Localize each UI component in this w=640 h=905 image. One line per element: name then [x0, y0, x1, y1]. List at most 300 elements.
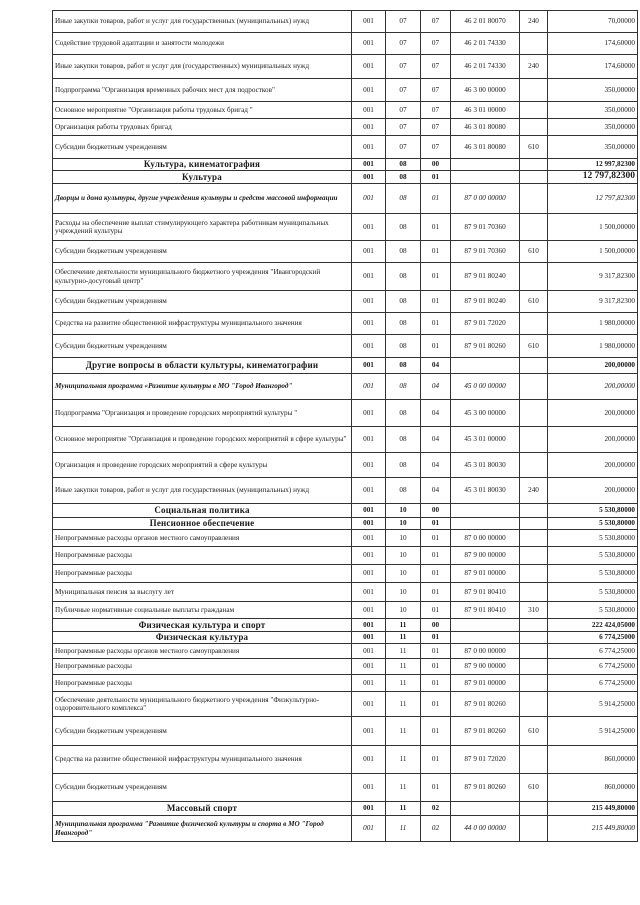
row-target-article-cell: 87 9 01 80410: [451, 602, 520, 619]
table-row: [53, 583, 638, 602]
row-expense-type-cell: [520, 79, 548, 102]
row-target-article-cell: [451, 358, 520, 374]
row-expense-type-cell: [520, 692, 548, 717]
row-target-article-cell: 46 3 01 00000: [451, 102, 520, 119]
table-row: [53, 547, 638, 565]
table-row: [53, 159, 638, 171]
row-amount-cell: 222 424,05000: [548, 619, 638, 632]
row-ved-cell: 001: [352, 774, 386, 802]
row-target-article-cell: 87 0 00 00000: [451, 644, 520, 659]
row-section-cell: 11: [386, 816, 421, 842]
row-ved-cell: 001: [352, 565, 386, 583]
table-row: [53, 518, 638, 530]
row-target-article-cell: 87 9 01 80240: [451, 263, 520, 291]
row-name-cell: Социальная политика: [53, 504, 352, 518]
row-ved-cell: 001: [352, 33, 386, 55]
row-ved-cell: 001: [352, 802, 386, 816]
row-subsection-cell: 01: [421, 644, 451, 659]
table-row: [53, 11, 638, 33]
row-section-cell: 10: [386, 602, 421, 619]
row-target-article-cell: [451, 159, 520, 171]
row-amount-cell: 1 980,00000: [548, 313, 638, 335]
row-amount-cell: 9 317,82300: [548, 263, 638, 291]
row-expense-type-cell: 240: [520, 11, 548, 33]
row-section-cell: 08: [386, 159, 421, 171]
table-body: [53, 11, 638, 842]
row-target-article-cell: 87 9 01 00000: [451, 565, 520, 583]
row-subsection-cell: 01: [421, 717, 451, 746]
row-amount-cell: 200,00000: [548, 427, 638, 453]
row-subsection-cell: 01: [421, 184, 451, 214]
row-target-article-cell: 87 9 00 00000: [451, 547, 520, 565]
row-target-article-cell: 87 9 01 80260: [451, 774, 520, 802]
row-subsection-cell: 07: [421, 119, 451, 136]
row-expense-type-cell: [520, 659, 548, 675]
row-amount-cell: 200,00000: [548, 374, 638, 400]
row-ved-cell: 001: [352, 746, 386, 774]
row-section-cell: 11: [386, 692, 421, 717]
row-target-article-cell: 45 3 01 00000: [451, 427, 520, 453]
row-section-cell: 07: [386, 11, 421, 33]
row-amount-cell: 5 914,25000: [548, 692, 638, 717]
row-ved-cell: 001: [352, 602, 386, 619]
row-expense-type-cell: 240: [520, 55, 548, 79]
row-ved-cell: 001: [352, 504, 386, 518]
row-expense-type-cell: [520, 453, 548, 478]
row-ved-cell: 001: [352, 171, 386, 184]
row-ved-cell: 001: [352, 102, 386, 119]
row-section-cell: 08: [386, 263, 421, 291]
row-subsection-cell: 00: [421, 504, 451, 518]
row-target-article-cell: [451, 619, 520, 632]
row-section-cell: 11: [386, 632, 421, 644]
row-amount-cell: 5 530,80000: [548, 602, 638, 619]
row-ved-cell: 001: [352, 632, 386, 644]
table-row: [53, 335, 638, 358]
row-subsection-cell: 01: [421, 171, 451, 184]
table-row: [53, 530, 638, 547]
row-ved-cell: 001: [352, 335, 386, 358]
row-section-cell: 11: [386, 659, 421, 675]
row-expense-type-cell: 240: [520, 478, 548, 504]
table-row: [53, 102, 638, 119]
row-ved-cell: 001: [352, 453, 386, 478]
row-expense-type-cell: [520, 530, 548, 547]
row-amount-cell: 6 774,25000: [548, 632, 638, 644]
row-section-cell: 10: [386, 518, 421, 530]
row-target-article-cell: 87 9 01 80410: [451, 583, 520, 602]
row-name-cell: Муниципальная программа "Развитие физической культуры и спорта в МО "Город Ивангород": [53, 816, 352, 842]
row-target-article-cell: [451, 632, 520, 644]
row-subsection-cell: 01: [421, 263, 451, 291]
row-subsection-cell: 04: [421, 453, 451, 478]
row-expense-type-cell: [520, 33, 548, 55]
row-ved-cell: 001: [352, 427, 386, 453]
row-target-article-cell: 87 9 01 72020: [451, 313, 520, 335]
row-expense-type-cell: [520, 632, 548, 644]
row-expense-type-cell: [520, 816, 548, 842]
row-section-cell: 11: [386, 717, 421, 746]
table-row: [53, 400, 638, 427]
row-ved-cell: 001: [352, 400, 386, 427]
row-expense-type-cell: [520, 565, 548, 583]
row-expense-type-cell: 610: [520, 717, 548, 746]
row-target-article-cell: 87 9 01 70360: [451, 241, 520, 263]
row-ved-cell: 001: [352, 478, 386, 504]
row-subsection-cell: 04: [421, 400, 451, 427]
row-section-cell: 07: [386, 33, 421, 55]
row-amount-cell: 860,00000: [548, 746, 638, 774]
row-ved-cell: 001: [352, 214, 386, 241]
row-ved-cell: 001: [352, 313, 386, 335]
row-amount-cell: 12 797,82300: [548, 171, 638, 184]
row-ved-cell: 001: [352, 241, 386, 263]
row-name-cell: Культура: [53, 171, 352, 184]
row-expense-type-cell: [520, 102, 548, 119]
row-expense-type-cell: [520, 263, 548, 291]
row-subsection-cell: 04: [421, 374, 451, 400]
row-name-cell: Субсидии бюджетным учреждениям: [53, 241, 352, 263]
row-amount-cell: 6 774,25000: [548, 675, 638, 692]
table-row: [53, 291, 638, 313]
row-ved-cell: 001: [352, 136, 386, 159]
row-expense-type-cell: [520, 374, 548, 400]
row-section-cell: 08: [386, 171, 421, 184]
row-name-cell: Субсидии бюджетным учреждениям: [53, 717, 352, 746]
table-row: [53, 55, 638, 79]
row-subsection-cell: 01: [421, 583, 451, 602]
row-expense-type-cell: 610: [520, 241, 548, 263]
row-amount-cell: 215 449,80000: [548, 816, 638, 842]
row-amount-cell: 174,60000: [548, 33, 638, 55]
row-target-article-cell: 87 9 01 80240: [451, 291, 520, 313]
row-name-cell: Непрограммные расходы органов местного самоуправления: [53, 530, 352, 547]
row-expense-type-cell: [520, 518, 548, 530]
row-section-cell: 07: [386, 102, 421, 119]
row-expense-type-cell: [520, 214, 548, 241]
row-amount-cell: 350,00000: [548, 136, 638, 159]
table-row: [53, 644, 638, 659]
row-name-cell: Массовый спорт: [53, 802, 352, 816]
table-row: [53, 816, 638, 842]
row-amount-cell: 12 797,82300: [548, 184, 638, 214]
row-expense-type-cell: [520, 358, 548, 374]
row-ved-cell: 001: [352, 184, 386, 214]
row-section-cell: 07: [386, 136, 421, 159]
row-ved-cell: 001: [352, 675, 386, 692]
row-target-article-cell: 87 0 00 00000: [451, 184, 520, 214]
row-amount-cell: 5 530,80000: [548, 547, 638, 565]
row-section-cell: 08: [386, 241, 421, 263]
row-section-cell: 11: [386, 802, 421, 816]
row-target-article-cell: 45 0 00 00000: [451, 374, 520, 400]
row-name-cell: Непрограммные расходы: [53, 675, 352, 692]
row-subsection-cell: 01: [421, 659, 451, 675]
row-amount-cell: 70,00000: [548, 11, 638, 33]
row-subsection-cell: 01: [421, 565, 451, 583]
row-name-cell: Субсидии бюджетным учреждениям: [53, 774, 352, 802]
row-name-cell: Непрограммные расходы: [53, 547, 352, 565]
row-name-cell: Содействие трудовой адаптации и занятости молодежи: [53, 33, 352, 55]
row-section-cell: 07: [386, 79, 421, 102]
row-name-cell: Организация работы трудовых бригад: [53, 119, 352, 136]
row-ved-cell: 001: [352, 644, 386, 659]
row-amount-cell: 5 914,25000: [548, 717, 638, 746]
row-expense-type-cell: [520, 427, 548, 453]
row-expense-type-cell: [520, 159, 548, 171]
row-name-cell: Культура, кинематография: [53, 159, 352, 171]
row-subsection-cell: 00: [421, 159, 451, 171]
row-section-cell: 08: [386, 184, 421, 214]
table-row: [53, 79, 638, 102]
row-amount-cell: 5 530,80000: [548, 583, 638, 602]
row-target-article-cell: [451, 518, 520, 530]
row-ved-cell: 001: [352, 159, 386, 171]
row-section-cell: 10: [386, 565, 421, 583]
row-name-cell: Обеспечение деятельности муниципального бюджетного учреждения "Ивангородский культурно-досуговый центр": [53, 263, 352, 291]
row-amount-cell: 350,00000: [548, 102, 638, 119]
row-target-article-cell: 46 2 01 74330: [451, 55, 520, 79]
table-row: [53, 214, 638, 241]
row-section-cell: 10: [386, 583, 421, 602]
row-expense-type-cell: 610: [520, 136, 548, 159]
table-row: [53, 171, 638, 184]
row-expense-type-cell: 610: [520, 335, 548, 358]
row-ved-cell: 001: [352, 263, 386, 291]
row-name-cell: Основное мероприятие "Организация работы трудовых бригад ": [53, 102, 352, 119]
row-section-cell: 08: [386, 335, 421, 358]
row-ved-cell: 001: [352, 547, 386, 565]
row-ved-cell: 001: [352, 55, 386, 79]
row-name-cell: Непрограммные расходы органов местного самоуправления: [53, 644, 352, 659]
row-expense-type-cell: [520, 619, 548, 632]
row-expense-type-cell: [520, 583, 548, 602]
row-ved-cell: 001: [352, 374, 386, 400]
row-target-article-cell: 46 2 01 80070: [451, 11, 520, 33]
row-subsection-cell: 01: [421, 692, 451, 717]
row-subsection-cell: 01: [421, 530, 451, 547]
row-expense-type-cell: 310: [520, 602, 548, 619]
table-row: [53, 136, 638, 159]
row-amount-cell: 5 530,80000: [548, 565, 638, 583]
row-section-cell: 11: [386, 619, 421, 632]
row-expense-type-cell: [520, 802, 548, 816]
row-subsection-cell: 01: [421, 518, 451, 530]
row-subsection-cell: 04: [421, 427, 451, 453]
row-subsection-cell: 01: [421, 632, 451, 644]
row-section-cell: 08: [386, 291, 421, 313]
table-row: [53, 659, 638, 675]
row-section-cell: 08: [386, 400, 421, 427]
row-ved-cell: 001: [352, 119, 386, 136]
row-ved-cell: 001: [352, 291, 386, 313]
row-ved-cell: 001: [352, 659, 386, 675]
row-name-cell: Другие вопросы в области культуры, кинематографии: [53, 358, 352, 374]
row-subsection-cell: 01: [421, 675, 451, 692]
row-amount-cell: 6 774,25000: [548, 659, 638, 675]
row-name-cell: Муниципальная пенсия за выслугу лет: [53, 583, 352, 602]
table-row: [53, 619, 638, 632]
row-subsection-cell: 01: [421, 313, 451, 335]
row-amount-cell: 200,00000: [548, 478, 638, 504]
row-expense-type-cell: [520, 547, 548, 565]
row-ved-cell: 001: [352, 11, 386, 33]
row-ved-cell: 001: [352, 358, 386, 374]
row-name-cell: Физическая культура и спорт: [53, 619, 352, 632]
table-row: [53, 184, 638, 214]
table-row: [53, 453, 638, 478]
row-section-cell: 11: [386, 644, 421, 659]
row-amount-cell: 174,60000: [548, 55, 638, 79]
row-name-cell: Непрограммные расходы: [53, 659, 352, 675]
table-row: [53, 565, 638, 583]
row-target-article-cell: [451, 504, 520, 518]
row-target-article-cell: 87 0 00 00000: [451, 530, 520, 547]
table-row: [53, 119, 638, 136]
table-row: [53, 478, 638, 504]
row-target-article-cell: 87 9 01 80260: [451, 335, 520, 358]
row-ved-cell: 001: [352, 518, 386, 530]
row-section-cell: 07: [386, 55, 421, 79]
table-row: [53, 602, 638, 619]
row-name-cell: Организация и проведение городских мероприятий в сфере культуры: [53, 453, 352, 478]
row-ved-cell: 001: [352, 619, 386, 632]
table-row: [53, 774, 638, 802]
row-name-cell: Средства на развитие общественной инфраструктуры муниципального значения: [53, 746, 352, 774]
row-subsection-cell: 02: [421, 816, 451, 842]
row-name-cell: Пенсионное обеспечение: [53, 518, 352, 530]
row-name-cell: Иные закупки товаров, работ и услуг для (государственных) муниципальных нужд: [53, 55, 352, 79]
row-target-article-cell: 46 2 01 74330: [451, 33, 520, 55]
row-name-cell: Обеспечение деятельности муниципального бюджетного учреждения "Физкультурно-оздоровительного комплекса": [53, 692, 352, 717]
row-name-cell: Непрограммные расходы: [53, 565, 352, 583]
row-amount-cell: 6 774,25000: [548, 644, 638, 659]
row-section-cell: 10: [386, 547, 421, 565]
row-target-article-cell: [451, 171, 520, 184]
row-amount-cell: 200,00000: [548, 453, 638, 478]
row-target-article-cell: 87 9 01 00000: [451, 675, 520, 692]
row-section-cell: 10: [386, 504, 421, 518]
row-subsection-cell: 07: [421, 102, 451, 119]
row-target-article-cell: 44 0 00 00000: [451, 816, 520, 842]
row-subsection-cell: 01: [421, 291, 451, 313]
row-target-article-cell: 45 3 01 80030: [451, 478, 520, 504]
row-target-article-cell: 87 9 01 80260: [451, 717, 520, 746]
row-section-cell: 08: [386, 313, 421, 335]
row-subsection-cell: 00: [421, 619, 451, 632]
row-section-cell: 08: [386, 453, 421, 478]
row-subsection-cell: 01: [421, 746, 451, 774]
row-target-article-cell: 46 3 01 80080: [451, 119, 520, 136]
table-row: [53, 675, 638, 692]
row-expense-type-cell: [520, 644, 548, 659]
row-amount-cell: 1 980,00000: [548, 335, 638, 358]
row-amount-cell: 9 317,82300: [548, 291, 638, 313]
row-section-cell: 08: [386, 358, 421, 374]
table-row: [53, 632, 638, 644]
row-target-article-cell: 45 3 00 00000: [451, 400, 520, 427]
row-expense-type-cell: [520, 119, 548, 136]
row-name-cell: Субсидии бюджетным учреждениям: [53, 136, 352, 159]
row-name-cell: Физическая культура: [53, 632, 352, 644]
row-expense-type-cell: [520, 675, 548, 692]
table-row: [53, 263, 638, 291]
row-section-cell: 08: [386, 374, 421, 400]
row-amount-cell: 215 449,80000: [548, 802, 638, 816]
row-section-cell: 10: [386, 530, 421, 547]
row-subsection-cell: 01: [421, 241, 451, 263]
table-row: [53, 746, 638, 774]
row-expense-type-cell: [520, 504, 548, 518]
table-row: [53, 802, 638, 816]
row-ved-cell: 001: [352, 816, 386, 842]
row-subsection-cell: 07: [421, 55, 451, 79]
row-section-cell: 08: [386, 478, 421, 504]
row-subsection-cell: 07: [421, 11, 451, 33]
row-subsection-cell: 04: [421, 478, 451, 504]
row-expense-type-cell: [520, 400, 548, 427]
row-ved-cell: 001: [352, 583, 386, 602]
table-row: [53, 717, 638, 746]
row-subsection-cell: 02: [421, 802, 451, 816]
row-expense-type-cell: 610: [520, 774, 548, 802]
row-amount-cell: 200,00000: [548, 400, 638, 427]
row-subsection-cell: 07: [421, 33, 451, 55]
row-name-cell: Иные закупки товаров, работ и услуг для государственных (муниципальных) нужд: [53, 478, 352, 504]
row-amount-cell: 350,00000: [548, 79, 638, 102]
row-expense-type-cell: [520, 746, 548, 774]
row-subsection-cell: 01: [421, 774, 451, 802]
row-amount-cell: 860,00000: [548, 774, 638, 802]
row-name-cell: Иные закупки товаров, работ и услуг для государственных (муниципальных) нужд: [53, 11, 352, 33]
row-target-article-cell: 46 3 00 00000: [451, 79, 520, 102]
row-name-cell: Средства на развитие общественной инфраструктуры муниципального значения: [53, 313, 352, 335]
row-name-cell: Дворцы и дома культуры, другие учреждения культуры и средств массовой информации: [53, 184, 352, 214]
row-expense-type-cell: [520, 171, 548, 184]
row-amount-cell: 5 530,80000: [548, 530, 638, 547]
table-row: [53, 504, 638, 518]
table-row: [53, 358, 638, 374]
row-amount-cell: 12 997,82300: [548, 159, 638, 171]
budget-document-page: [52, 10, 637, 842]
table-row: [53, 241, 638, 263]
row-subsection-cell: 01: [421, 547, 451, 565]
row-subsection-cell: 01: [421, 335, 451, 358]
row-section-cell: 08: [386, 427, 421, 453]
row-amount-cell: 1 500,00000: [548, 241, 638, 263]
row-target-article-cell: 87 9 01 72020: [451, 746, 520, 774]
row-section-cell: 11: [386, 746, 421, 774]
row-subsection-cell: 07: [421, 79, 451, 102]
row-section-cell: 11: [386, 675, 421, 692]
row-section-cell: 08: [386, 214, 421, 241]
row-name-cell: Основное мероприятие "Организация и проведение городских мероприятий в сфере культуры": [53, 427, 352, 453]
row-target-article-cell: 46 3 01 80080: [451, 136, 520, 159]
row-target-article-cell: [451, 802, 520, 816]
row-name-cell: Публичные нормативные социальные выплаты гражданам: [53, 602, 352, 619]
row-name-cell: Субсидии бюджетным учреждениям: [53, 291, 352, 313]
row-target-article-cell: 87 9 01 70360: [451, 214, 520, 241]
table-row: [53, 692, 638, 717]
row-target-article-cell: 87 9 01 80260: [451, 692, 520, 717]
row-section-cell: 11: [386, 774, 421, 802]
row-subsection-cell: 04: [421, 358, 451, 374]
row-target-article-cell: 45 3 01 80030: [451, 453, 520, 478]
row-amount-cell: 200,00000: [548, 358, 638, 374]
table-row: [53, 427, 638, 453]
row-subsection-cell: 01: [421, 602, 451, 619]
row-name-cell: Подпрограмма "Организация и проведение городских мероприятий культуры ": [53, 400, 352, 427]
